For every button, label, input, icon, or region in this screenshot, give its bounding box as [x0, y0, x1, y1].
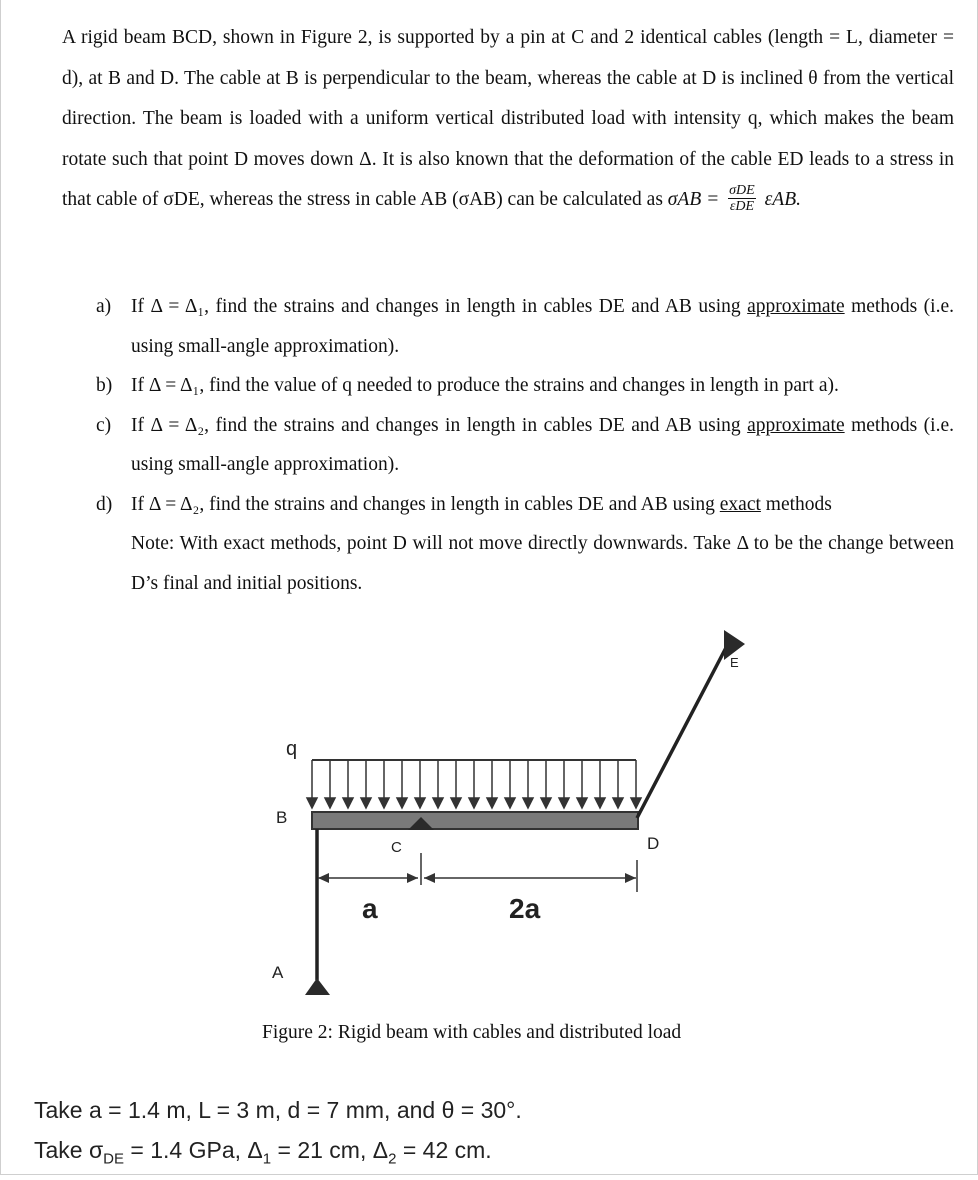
- load-arrow-head: [325, 798, 335, 808]
- part-text-emph: approximate: [747, 296, 845, 317]
- part-label: b): [96, 375, 113, 396]
- formula-denominator: εDE: [729, 199, 755, 215]
- given-sub: 2: [388, 1150, 397, 1168]
- given-text: = 1.4 GPa, Δ: [124, 1137, 263, 1163]
- part-text-pre: If Δ = Δ₂, find the strains and changes in length in cables DE and AB using: [131, 493, 720, 515]
- part-label: a): [96, 296, 112, 317]
- part-label: c): [96, 414, 112, 436]
- load-arrow-head: [541, 798, 551, 808]
- given-sub: 1: [262, 1150, 272, 1168]
- formula-lhs: σAB =: [667, 189, 720, 210]
- dim-arrow-a-right: [407, 873, 418, 883]
- part-label: d): [96, 493, 113, 515]
- load-arrow-head: [343, 798, 353, 808]
- given-text: = 42 cm.: [396, 1137, 492, 1163]
- part-d: [96, 485, 954, 604]
- question-parts: [96, 287, 954, 603]
- load-arrow-head: [613, 798, 623, 808]
- formula-numerator: σDE: [729, 183, 755, 199]
- part-d-note: Note: With exact methods, point D will not move directly downwards. Take Δ to be the change between D’s final and initial positions.: [131, 533, 954, 594]
- part-c: [96, 406, 954, 485]
- formula-fraction: [728, 183, 756, 214]
- load-arrow-head: [451, 798, 461, 808]
- given-text: Take σ: [34, 1137, 104, 1163]
- part-text-pre: If Δ = Δ₁, find the value of q needed to produce the strains and changes in length in part a).: [131, 375, 839, 396]
- dim-arrow-2a-left: [424, 873, 435, 883]
- part-text-pre: If Δ = Δ₂, find the strains and changes in length in cables DE and AB using: [131, 414, 748, 436]
- load-arrow-head: [631, 798, 641, 808]
- load-arrow-head: [559, 798, 569, 808]
- load-arrow-head: [595, 798, 605, 808]
- label-b: B: [276, 808, 288, 827]
- formula-rhs: εAB.: [764, 189, 801, 210]
- load-arrow-head: [361, 798, 371, 808]
- label-dim-a: a: [362, 893, 378, 924]
- load-arrow-head: [379, 798, 389, 808]
- dim-arrow-2a-right: [625, 873, 636, 883]
- load-arrow-head: [487, 798, 497, 808]
- load-arrow-head: [415, 798, 425, 808]
- part-text-post: methods (i.e. using small-angle approximation).: [131, 414, 954, 475]
- figure-caption: Figure 2: Rigid beam with cables and distributed load: [262, 1022, 682, 1043]
- label-a-point: A: [272, 963, 284, 982]
- part-text: [131, 485, 954, 604]
- label-d: D: [647, 834, 660, 853]
- intro-text: A rigid beam BCD, shown in Figure 2, is supported by a pin at C and 2 identical cables (length = L, diameter = d), at B and D. The cable at B is perpendicular to the beam, whereas the cable at D is inclined θ from the vertical direction. The beam is loaded with a uniform vertical distributed load with intensity q, which makes the beam rotate such that point D moves down Δ. It is also known that the deformation of the cable ED leads to a stress in that cable of σDE, whereas the stress in cable AB (σAB) can be calculated as: [62, 27, 954, 210]
- beam-bcd: [312, 812, 638, 829]
- part-text-emph: exact: [719, 493, 761, 515]
- load-arrows: [307, 760, 641, 808]
- given-line-2: [34, 1130, 522, 1180]
- given-line-1: Take a = 1.4 m, L = 3 m, d = 7 mm, and θ = 30°.: [34, 1097, 522, 1123]
- problem-statement: [62, 18, 954, 221]
- given-text: = 21 cm, Δ: [271, 1137, 389, 1163]
- part-b: [96, 366, 954, 406]
- load-arrow-head: [433, 798, 443, 808]
- part-a: [96, 287, 954, 366]
- load-arrow-head: [397, 798, 407, 808]
- dim-arrow-a-left: [318, 873, 329, 883]
- cable-de: [637, 640, 730, 818]
- label-e: E: [730, 655, 739, 670]
- load-arrow-head: [523, 798, 533, 808]
- part-text: [131, 366, 954, 406]
- load-arrow-head: [307, 798, 317, 808]
- given-values: [34, 1090, 522, 1180]
- part-text: [131, 406, 954, 485]
- figure-diagram: [0, 620, 978, 1020]
- label-q: q: [286, 738, 298, 760]
- load-arrow-head: [505, 798, 515, 808]
- load-arrow-head: [469, 798, 479, 808]
- given-sub: DE: [103, 1150, 125, 1168]
- label-dim-2a: 2a: [509, 893, 541, 924]
- part-text-pre: If Δ = Δ₁, find the strains and changes in length in cables DE and AB using: [131, 296, 748, 317]
- label-c: C: [391, 839, 402, 856]
- part-text: [131, 287, 954, 366]
- part-text-post: methods (i.e. using small-angle approximation).: [131, 296, 954, 357]
- part-text-emph: approximate: [747, 414, 845, 436]
- part-text-post: methods: [760, 493, 832, 515]
- pin-a-icon: [305, 978, 330, 995]
- load-arrow-head: [577, 798, 587, 808]
